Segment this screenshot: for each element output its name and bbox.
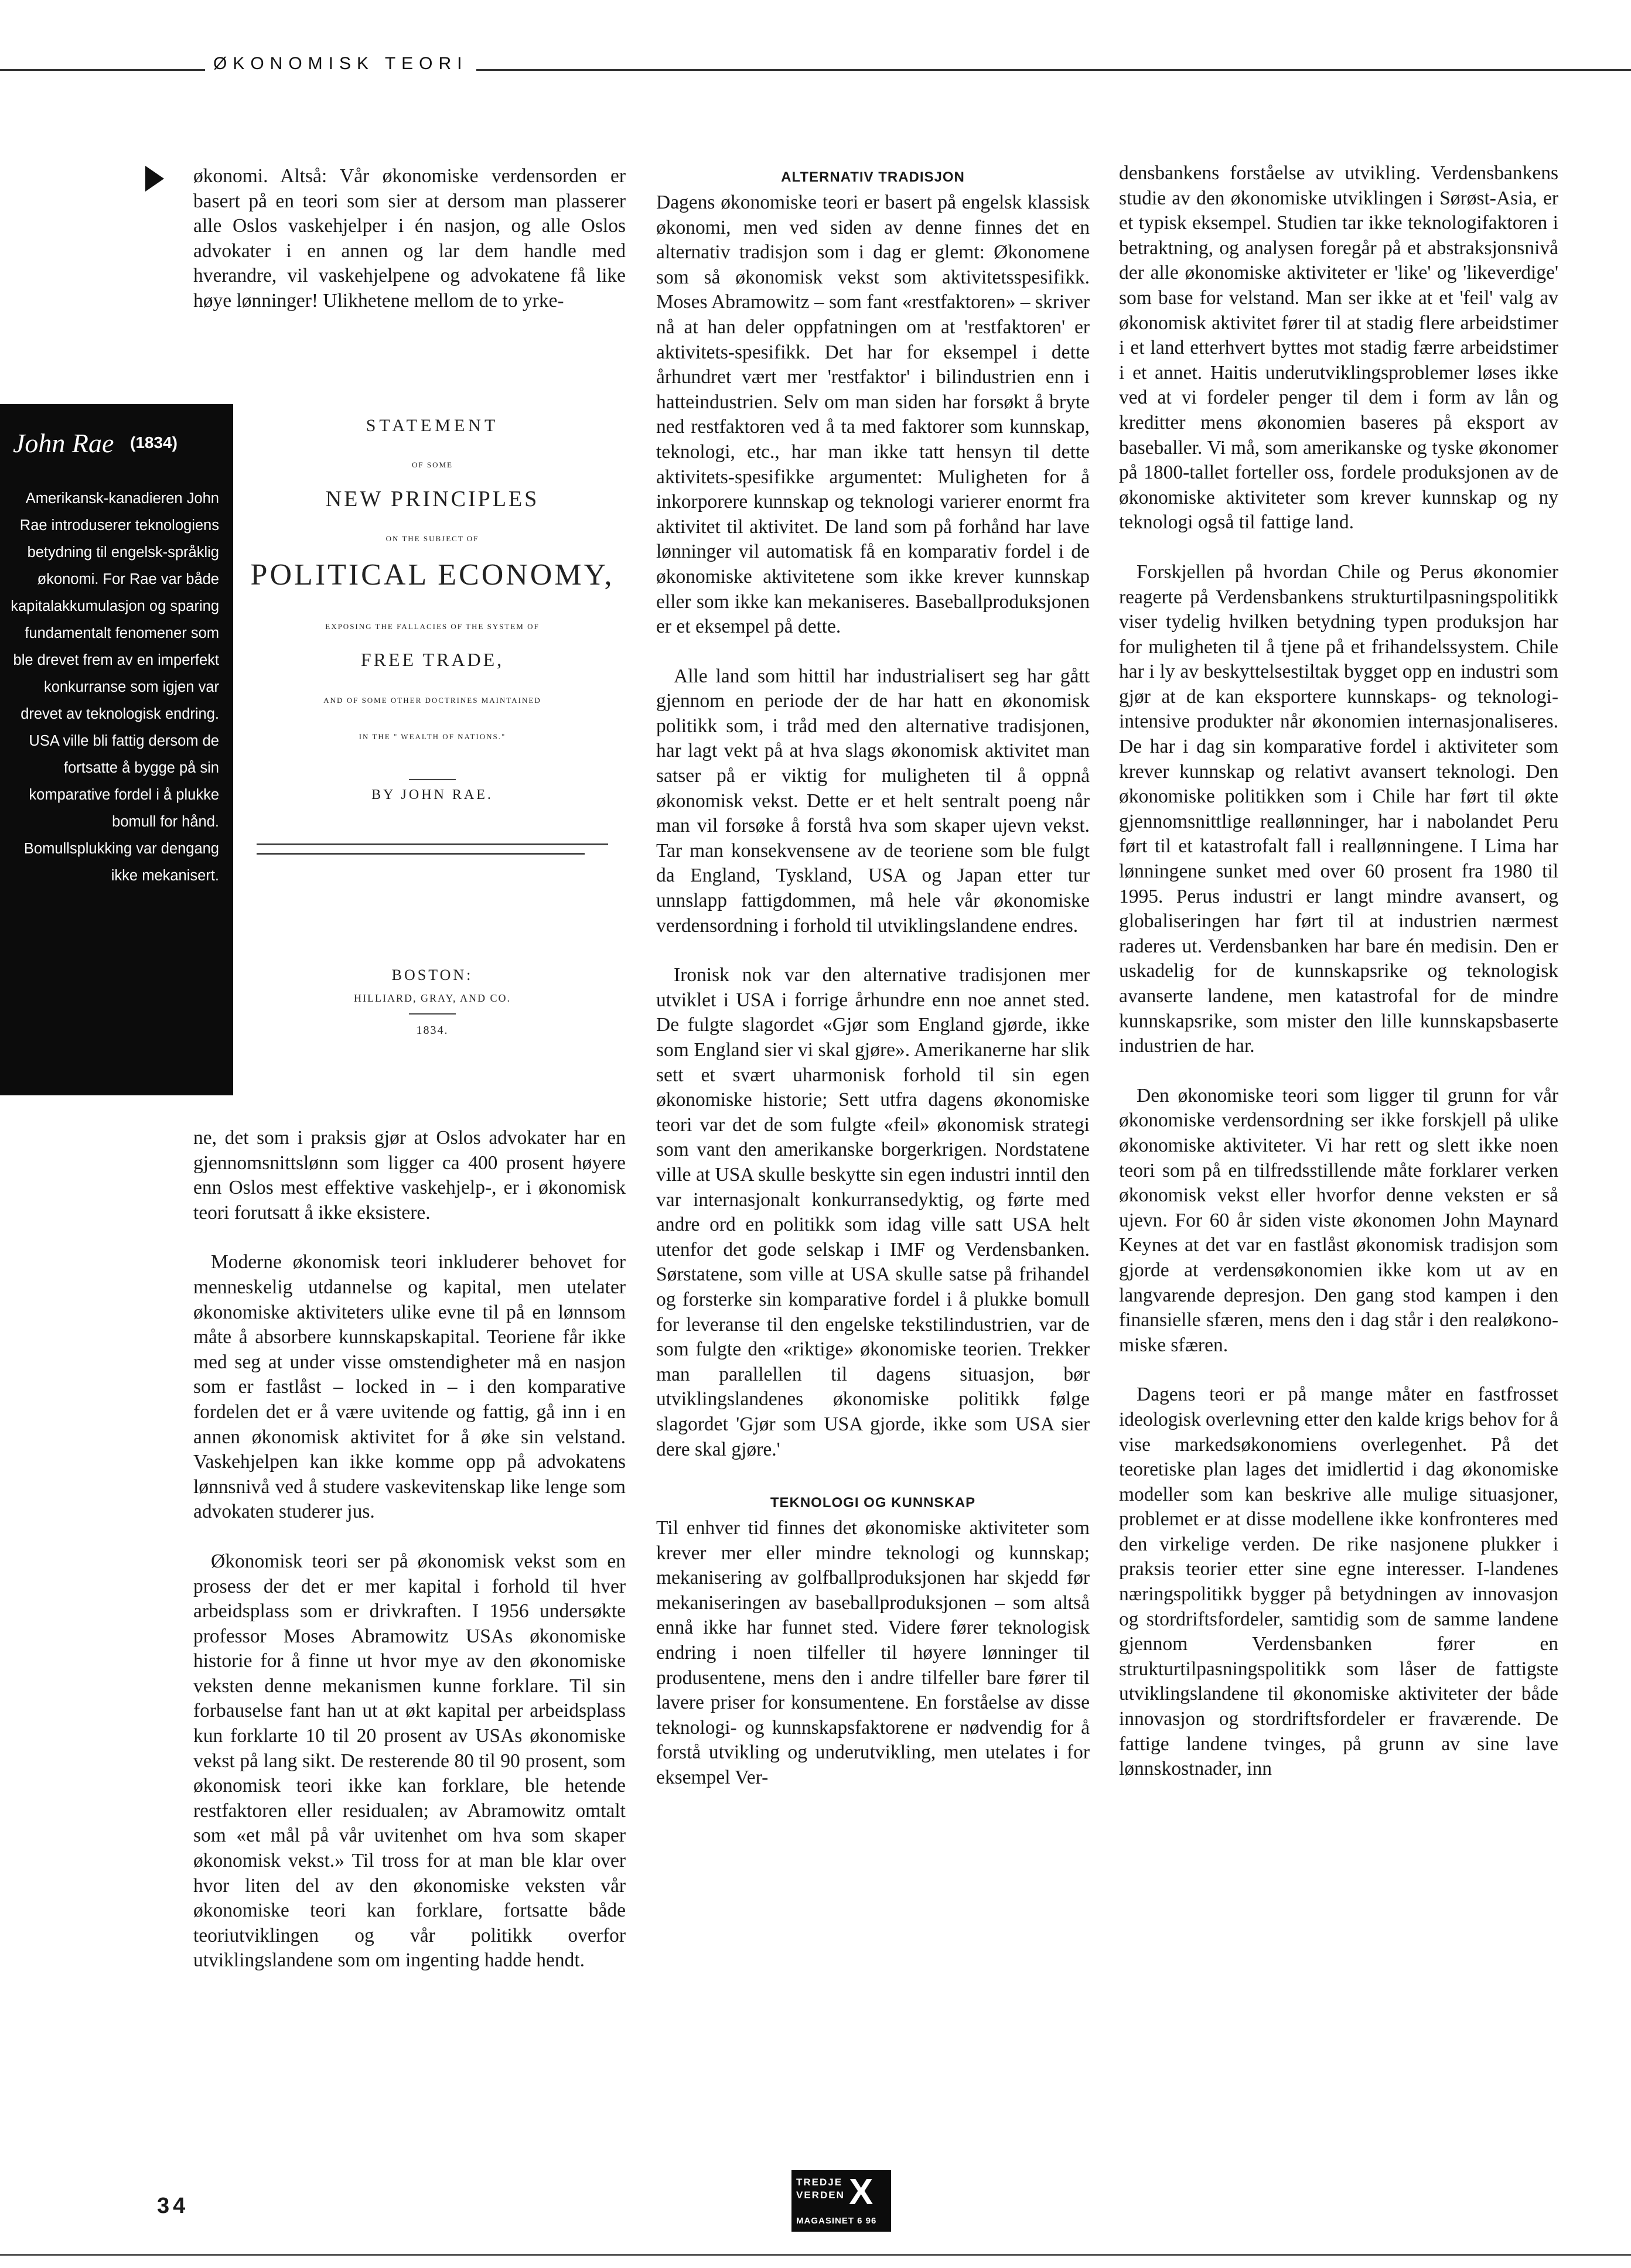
title-epigraph-rule	[257, 853, 585, 855]
paragraph: ne, det som i praksis gjør at Oslos advokater har en gjennomsnittslønn som ligger ca 400 prosent høyere enn Oslos mest effektive vaskehjelp-, er i økonomisk teori forutsatt å ikke eksistere.	[193, 1127, 626, 1224]
sidebar-year: (1834)	[130, 433, 178, 452]
paragraph: Til enhver tid finnes det økonomiske aktiviteter som krever mer eller mindre teknologi og kunnskap; mekanisering av golfballproduksjonen har skjedd før mekaniseringen av baseballproduksjonen – som altså ennå ikke har funnet sted. Videre fører teknologisk endring i noen tilfeller til høyere lønninger til produsentene, mens den i andre tilfeller bare fører til lavere priser for konsumentene. En forståelse av disse teknologi- og kunnskapsfaktorene er nødvendig for å forstå utvikling og underutvikling, men utelates i for eksempel Ver-	[656, 1517, 1090, 1789]
paragraph: økonomi. Altså: Vår økonomiske verdensorden er basert på en teori som sier at dersom man plasserer alle Oslos vaskehjelper i én nasjon, og alle Oslos advokater i en annen og lar dem handle med hverandre, vil vaskehjelpene og advokatene få like høye lønninger! Ulikhetene mellom de to yrke-	[193, 165, 626, 312]
paragraph: Den økonomiske teori som ligger til grunn for vår økonomiske verdensordning ser ikke forskjell på ulike økonomiske aktiviteter. Vi har rett og slett ikke noen teori som på en tilfredsstillende måte forklarer verken økonomisk vekst eller hvorfor denne veksten er så ujevn. For 60 år siden viste økonomen John Maynard Keynes at det var en fastlåst økonomisk tradisjon som gjorde at verdensøkonomien ikke kom ut av en langvarende depresjon. Den gang stod kampen i den finansielle sfæren, mens den i dag står i den realøkonomiske sfæren.	[1119, 1084, 1558, 1356]
section-heading: TEKNOLOGI OG KUNNSKAP	[770, 1495, 976, 1511]
title-rule	[409, 779, 456, 780]
title-line: FREE TRADE,	[360, 649, 504, 670]
title-line: IN THE " WEALTH OF NATIONS."	[359, 732, 506, 741]
title-line: AND OF SOME OTHER DOCTRINES MAINTAINED	[323, 696, 541, 705]
paragraph: Dagens økonomiske teori er basert på engelsk klassisk økonomi, men ved siden av denne finnes det en alternativ tradisjon som i dag er glemt: Økonomene som så økonomisk vekst som aktivitetsspesifikk. Moses Abramowitz – som fant «restfaktoren» – skriver nå at han deler oppfatningen om at 'restfaktoren' er aktivitets-spesifikk. Det har for eksempel i dette århundret vært mer 'restfaktor' i bilindustrien enn i hatteindustrien. Selv om man siden har forsøkt å bryte ned restfaktoren ved å ta med faktorer som kunnskap, teknologi, etc., har man ikke tatt hensyn til dette aktivitets-spesifikke argumentet: Muligheten for å inkorporere kunnskap og teknologi varierer enormt fra aktivitet til aktivitet. De land som på forhånd har lave lønninger vil automatisk få en komparativ fordel i de økonomiske aktivitetene som ikke krever kunnskap eller som ikke kan mekaniseres. Baseballproduksjonen er et eksempel på dette.	[656, 192, 1090, 638]
title-rule	[409, 1013, 456, 1015]
title-line: EXPOSING THE FALLACIES OF THE SYSTEM OF	[325, 622, 540, 631]
logo-x: X	[849, 2172, 873, 2212]
john-rae-sidebar	[0, 404, 233, 1095]
title-epigraph-rule	[257, 843, 608, 845]
paragraph: Ironisk nok var den alternative tradisjonen mer utviklet i USA i forrige århundre enn noe annet sted. De fulgte slagordet «Gjør som England gjørde, ikke som England sier vi skal gjøre». Amerikanerne har slik sett et svært uharmonisk forhold til sin egen økonomiske historie; Sett utfra dagens økonomiske teori var det de som fulgte «feil» økonomisk strategi som vant den amerikanske borgerkrigen. Nordstatene ville at USA skulle beskytte sin egen industri inntil den var internasjonalt konkurransedyktig, og førte med andre ord en politikk som idag ville satt USA helt utenfor det gode selskap i IMF og Verdensbanken. Sørstatene, som ville at USA skulle satse på frihandel og forsterke sin komparative fordel i å plukke bomull for leveranse til den engelske tekstilindustrien, var de som fulgte den «riktige» økonomiske teorien. Trekker man parallellen til dagens situasjon, bør utviklingslandenes økonomiske politikk følge slagordet 'Gjør som USA gjorde, ikke som USA sier dere skal gjøre.'	[656, 964, 1090, 1460]
paragraph: Økonomisk teori ser på økonomisk vekst som en prosess der det er mer kapital i forhold til hver arbeidsplass som er drivkraften. I 1956 undersøkte professor Moses Abramowitz USAs økonomiske historie for å finne ut hvor mye av den økonomiske veksten denne mekanismen kunne forklare. Til sin forbauselse fant han ut at økt kapital per arbeidsplass kun forklarte 10 til 20 prosent av USAs økonomiske vekst på lang sikt. De resterende 80 til 90 prosent, som økonomisk teori ikke kan forklare, ble hetende restfaktoren eller residualen; av Abramowitz omtalt som «et mål på vår uvitenhet om hva som skaper økonomisk vekst.» Til tross for at man ble klar over hvor liten del av den økonomiske veksten vår økonomiske teori kan forklare, fortsatte både teoriutviklingen og vår politikk overfor utviklingslandene som om ingenting hadde hendt.	[193, 1550, 626, 1972]
sidebar-text: Amerikansk-kanadieren John Rae introduserer teknologiens betydning til engelsk-språklig økonomi. For Rae var både kapitalakkumulasjon og sparing fundamentalt fenomener som ble drevet frem av en imperfekt konkurranse som igjen var drevet av teknologisk endring. USA ville bli fattig dersom de fortsatte å bygge på sin komparative fordel i å plukke bomull for hånd. Bomullsplukking var dengang ikke mekanisert.	[11, 490, 219, 884]
title-line: OF SOME	[412, 460, 453, 469]
title-line: 1834.	[416, 1024, 449, 1037]
paragraph: Forskjellen på hvordan Chile og Perus økonomier reagerte på Verdensbankens strukturtilpasningspolitikk viser tydelig hvilken betydning typen produksjon har for muligheten til å tjene på et frihandelssystem. Chile har i ly av beskyttelsestiltak bygget opp en industri som gjør at de kan eksportere kunnskaps- og teknologi-intensive produkter når økonomien internasjonaliseres. De har i dag sin komparative fordel i aktiviteter som krever kunnskap og relativt avansert teknologi. Den økonomiske politikken som i Chile har ført til økte gjennomsnittlige reallønninger, har i nabolandet Peru ført til et katastrofalt fall i reallønningene. I Lima har lønningene sunket med over 60 prosent fra 1980 til 1995. Perus industri er langt mindre avansert, og globaliseringen har ført til at industrien nærmest raderes ut. Verdensbanken har bare én medisin. Den er uskadelig for de kunnskapsrike og teknologisk avanserte landene, men katastrofal for de mindre kunnskapsrike, som mister den lille kunnskapsbaserte industrien de har.	[1119, 561, 1558, 1057]
section-heading: ALTERNATIV TRADISJON	[781, 169, 965, 185]
paragraph: Moderne økonomisk teori inkluderer behovet for menneskelig utdannelse og kapital, men utelater økonomiske aktiviteters ulike evne til på en lønnsom måte å absorbere kunnskapskapital. Teoriene får ikke med seg at under visse omstendigheter må en nasjon som er fastlåst – locked in – i den komparative fordelen det er å være uvitende og fattig, gå inn i en annen økonomisk aktivitet for å øke sin velstand. Vaskehjelpen kan ikke komme opp på advokatens lønnsnivå ved å studere vaskevitenskap like lenge som advokaten studerer jus.	[193, 1251, 626, 1523]
column-1-top	[193, 164, 626, 314]
title-line: BOSTON:	[391, 966, 473, 983]
running-header: ØKONOMISK TEORI	[205, 54, 476, 74]
page-number: 34	[157, 2194, 189, 2218]
footer-rule	[0, 2254, 1631, 2256]
title-line: HILLIARD, GRAY, AND CO.	[353, 992, 511, 1004]
sidebar-name: John Rae	[13, 428, 114, 458]
magazine-logo	[791, 2170, 891, 2232]
title-line: NEW PRINCIPLES	[325, 487, 540, 511]
continuation-arrow-icon	[145, 166, 164, 192]
logo-issue: MAGASINET 6 96	[796, 2216, 877, 2226]
title-line: ON THE SUBJECT OF	[385, 534, 479, 543]
logo-line: TREDJE	[796, 2177, 843, 2188]
paragraph: densbankens forståelse av utvikling. Verdensbankens studie av den økonomiske utviklingen i Sørøst-Asia, er et typisk eksempel. Studien tar ikke teknologifaktoren i betraktning, og analysen foregår på et abstraksjonsnivå der alle økonomiske aktiviteter er 'like' og 'likeverdige' som base for velstand. Man ser ikke at et 'feil' valg av økonomisk aktivitet fører til at stadig flere arbeidstimer i et land etterhvert byttes mot stadig færre arbeidstimer i et annet. Haitis underutviklingsproblemer løses ikke ved at vi fordeler penger til dem i form av lån og kreditter mens økonomien baseres på eksport av baseballer. Vi må, som amerikanske og tyske økonomer på 1800-tallet forteller oss, fordele produksjonen av de økonomiske aktiviteter som krever kunnskap og ny teknologi også til fattige land.	[1119, 162, 1558, 534]
logo-line: VERDEN	[796, 2190, 845, 2201]
logo-text	[796, 2176, 845, 2202]
column-1-bottom	[193, 1126, 626, 1973]
book-title-page	[233, 404, 632, 1084]
paragraph: Alle land som hittil har industrialisert seg har gått gjennom en periode der de har hatt en økonomisk politikk som, i tråd med den alternative tradisjonen, har lagt vekt på at hva slags økonomisk aktivitet man satser på er viktig for muligheten til å oppnå økonomisk vekst. Dette er et helt sentralt poeng når man vil forsøke å forstå hva som skaper ujevn vekst. Tar man konsekvensene av de teoriene som ble fulgt da England, Tyskland, USA og Japan etter tur unnslapp fattigdommen, må hele vår økonomiske verdensordning i forhold til utviklingslandene endres.	[656, 665, 1090, 937]
column-2	[656, 167, 1090, 1791]
title-line: POLITICAL ECONOMY,	[250, 558, 615, 592]
paragraph: Dagens teori er på mange måter en fastfrosset ideologisk overlevning etter den kalde krigs behov for å vise markedsøkonomiens overlegenhet. På det teoretiske plan lages det imidlertid i dag økonomiske modeller som kan beskrive alle mulige situasjoner, problemet er at disse modellene ikke konfronteres med den virkelige verden. De rike nasjonene plukker i praksis teorier etter sine egne interesser. I-landenes næringspolitikk bygger på betydningen av innovasjon og stordriftsfordeler, samtidig som de samme landene gjennom Verdensbanken fører en strukturtilpasningspolitikk som låser de fattigste utviklingslandene til økonomiske aktiviteter der både innovasjon og stordriftsfordeler er fraværende. De fattige landene tvinges, på grunn av sine lave lønnskostnader, inn	[1119, 1384, 1558, 1780]
title-line: BY JOHN RAE.	[371, 787, 493, 802]
title-line: STATEMENT	[366, 416, 499, 435]
column-3	[1119, 161, 1558, 1782]
